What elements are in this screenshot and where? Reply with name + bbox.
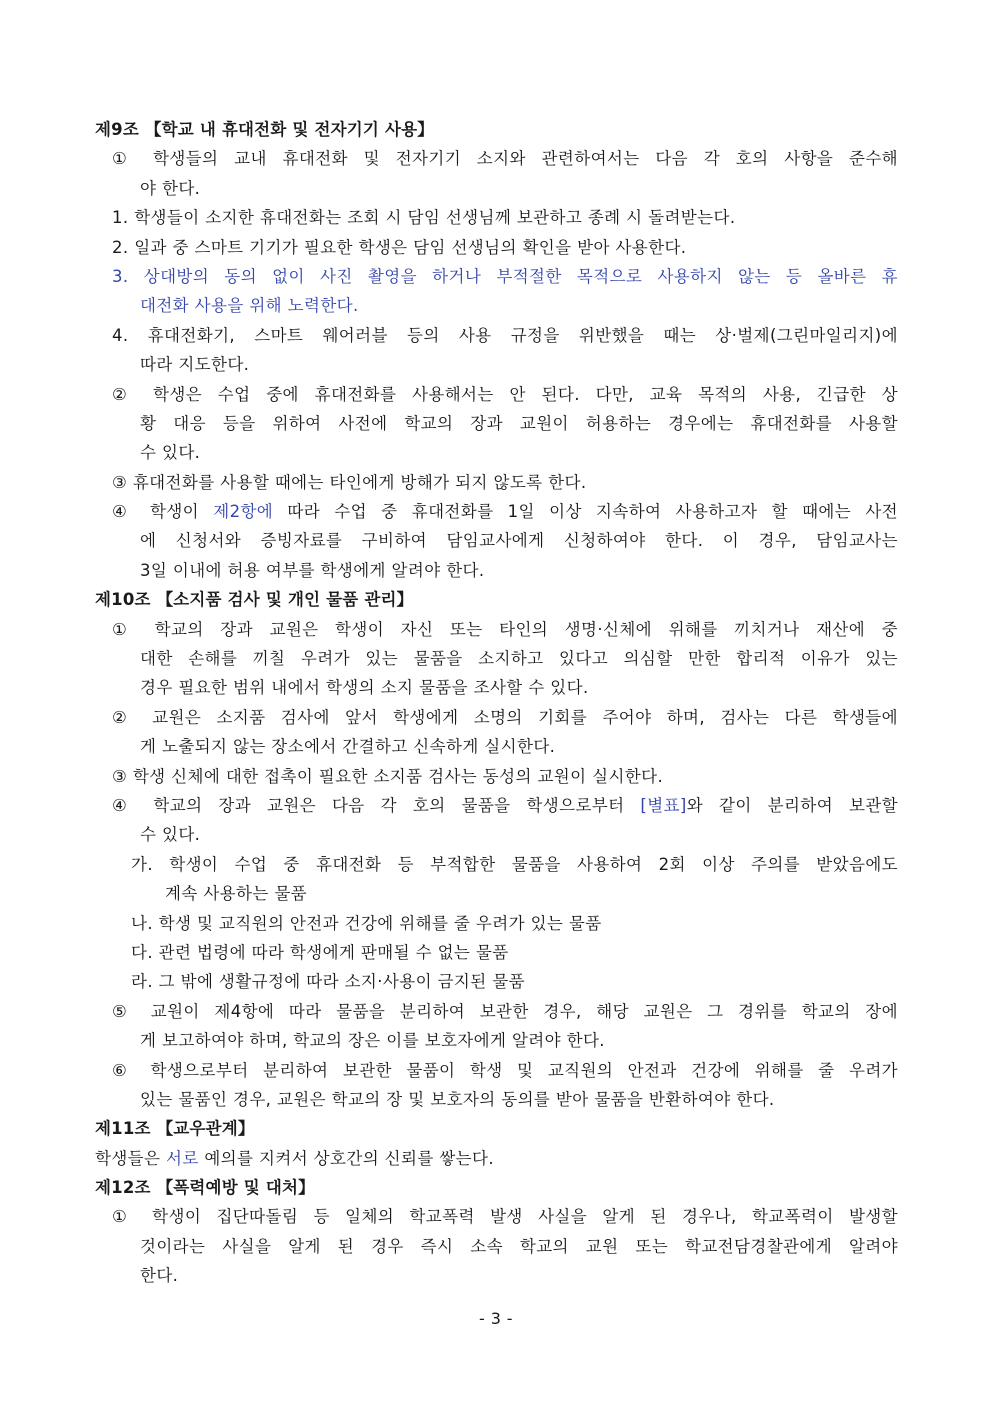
- article-9-item-4-line-2: 따라 지도한다.: [140, 355, 250, 375]
- article-10-para-5-line-2: 게 보고하여야 하며, 학교의 장은 이를 보호자에게 알려야 한다.: [140, 1031, 605, 1051]
- article-10-para-6-line-1: ⑥ 학생으로부터 분리하여 보관한 물품이 학생 및 교직원의 안전과 건강에 위해를 줄 우려가: [112, 1060, 898, 1080]
- article-12-para-1-line-1: ① 학생이 집단따돌림 등 일체의 학교폭력 발생 사실을 알게 된 경우나, 학교폭력이 발생할: [112, 1207, 898, 1227]
- article-9-para-4-line-2: 에 신청서와 증빙자료를 구비하여 담임교사에게 신청하여야 한다. 이 경우, 담임교사는: [140, 531, 898, 551]
- article-10-item-da: 다. 관련 법령에 따라 학생에게 판매될 수 없는 물품: [131, 942, 509, 962]
- article-9-para-2-line-2: 황 대응 등을 위하여 사전에 학교의 장과 교원이 허용하는 경우에는 휴대전화를 사용할: [140, 413, 898, 433]
- article-9-item-3-line-1: 3. 상대방의 동의 없이 사진 촬영을 하거나 부적절한 목적으로 사용하지 않는 등 올바른 휴: [112, 266, 898, 286]
- article-9-item-1: 1. 학생들이 소지한 휴대전화는 조회 시 담임 선생님께 보관하고 종례 시 돌려받는다.: [112, 208, 736, 228]
- article-11-text: [95, 1144, 898, 1173]
- article-9-para-3: ③ 휴대전화를 사용할 때에는 타인에게 방해가 되지 않도록 한다.: [112, 472, 587, 492]
- article-9-item-3-line-2: 대전화 사용을 위해 노력한다.: [140, 296, 359, 316]
- page-number: - 3 -: [479, 1309, 513, 1328]
- article-12-para-1-line-2: 것이라는 사실을 알게 된 경우 즉시 소속 학교의 교원 또는 학교전담경찰관에게 알려야: [140, 1236, 898, 1256]
- cross-reference-link: 제2항에: [213, 502, 274, 522]
- article-9-title: 제9조 【학교 내 휴대전화 및 전자기기 사용】: [95, 120, 434, 139]
- article-10-item-ra: 라. 그 밖에 생활규정에 따라 소지·사용이 금지된 물품: [131, 972, 525, 992]
- article-10-para-2-line-1: ② 교원은 소지품 검사에 앞서 학생에게 소명의 기회를 주어야 하며, 검사는 다른 학생들에: [112, 707, 898, 727]
- article-10-para-1-line-1: ① 학교의 장과 교원은 학생이 자신 또는 타인의 생명·신체에 위해를 끼치거나 재산에 중: [112, 619, 898, 639]
- text-run: 따라 수업 중 휴대전화를 1일 이상 지속하여 사용하고자 할 때에는 사전: [273, 502, 898, 522]
- article-9-item-4-line-1: 4. 휴대전화기, 스마트 웨어러블 등의 사용 규정을 위반했을 때는 상·벌제(그린마일리지)에: [112, 325, 898, 345]
- article-9-para-4-line-3: 3일 이내에 허용 여부를 학생에게 알려야 한다.: [140, 560, 485, 580]
- article-10-item-ga-line-2: 계속 사용하는 물품: [165, 884, 308, 904]
- article-9-item-2: 2. 일과 중 스마트 기기가 필요한 학생은 담임 선생님의 확인을 받아 사용한다.: [112, 237, 687, 257]
- article-10-para-6-line-2: 있는 물품인 경우, 교원은 학교의 장 및 보호자의 동의를 받아 물품을 반환하여야 한다.: [140, 1089, 775, 1109]
- article-9-para-1-line-2: 야 한다.: [140, 178, 201, 198]
- article-10-para-5-line-1: ⑤ 교원이 제4항에 따라 물품을 분리하여 보관한 경우, 해당 교원은 그 경위를 학교의 장에: [112, 1001, 898, 1021]
- article-9-para-4-line-1: [95, 497, 898, 526]
- article-10-title: 제10조 【소지품 검사 및 개인 물품 관리】: [95, 590, 414, 610]
- article-9-para-2-line-1: ② 학생은 수업 중에 휴대전화를 사용해서는 안 된다. 다만, 교육 목적의 사용, 긴급한 상: [112, 384, 898, 404]
- text-run: 예의를 지켜서 상호간의 신뢰를 쌓는다.: [198, 1148, 494, 1168]
- highlighted-word: 서로: [166, 1148, 199, 1168]
- article-10-para-3: ③ 학생 신체에 대한 접촉이 필요한 소지품 검사는 동성의 교원이 실시한다.: [112, 766, 664, 786]
- article-10-para-4-line-1: [95, 791, 898, 820]
- article-10-para-1-line-2: 대한 손해를 끼칠 우려가 있는 물품을 소지하고 있다고 의심할 만한 합리적 이유가 있는: [140, 649, 898, 669]
- article-9-para-2-line-3: 수 있다.: [140, 443, 201, 463]
- article-11-title: 제11조 【교우관계】: [95, 1119, 255, 1139]
- article-12-para-1-line-3: 한다.: [140, 1266, 179, 1286]
- article-10-para-1-line-3: 경우 필요한 범위 내에서 학생의 소지 물품을 조사할 수 있다.: [140, 678, 589, 698]
- article-10-item-ga-line-1: 가. 학생이 수업 중 휴대전화 등 부적합한 물품을 사용하여 2회 이상 주의를 받았음에도: [131, 854, 898, 874]
- text-run: ④ 학교의 장과 교원은 다음 각 호의 물품을 학생으로부터: [112, 795, 641, 815]
- article-10-para-2-line-2: 게 노출되지 않는 장소에서 간결하고 신속하게 실시한다.: [140, 737, 556, 757]
- text-run: 와 같이 분리하여 보관할: [686, 795, 898, 815]
- article-10-para-4-line-2: 수 있다.: [140, 825, 201, 845]
- document-body: [95, 115, 898, 1291]
- article-9-para-1-line-1: ① 학생들의 교내 휴대전화 및 전자기기 소지와 관련하여서는 다음 각 호의 사항을 준수해: [112, 149, 898, 169]
- text-run: 학생들은: [95, 1148, 167, 1168]
- article-12-title: 제12조 【폭력예방 및 대처】: [95, 1178, 315, 1198]
- text-run: ④ 학생이: [112, 502, 214, 522]
- article-10-item-na: 나. 학생 및 교직원의 안전과 건강에 위해를 줄 우려가 있는 물품: [131, 913, 602, 933]
- annex-reference-link: [별표]: [640, 795, 687, 815]
